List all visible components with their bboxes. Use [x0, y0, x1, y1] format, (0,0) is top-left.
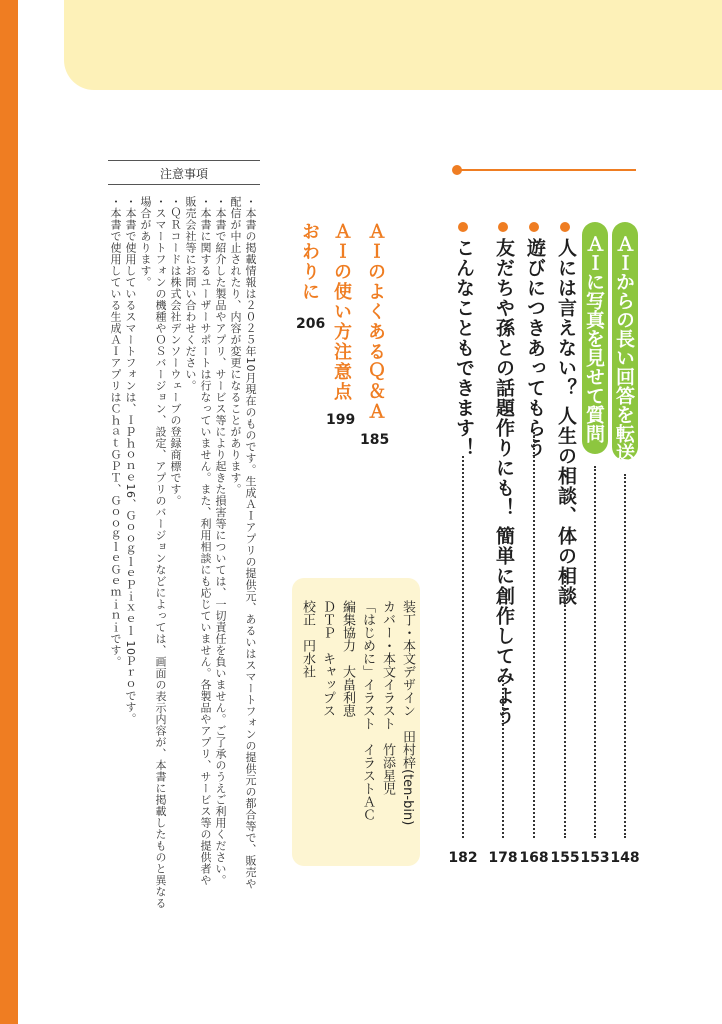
left-accent-stripe — [0, 0, 18, 1024]
credit-1: カバー・本文イラスト 竹添星児 — [380, 600, 395, 795]
toc-title-3[interactable]: 遊びにつきあってもらう — [524, 238, 546, 458]
toc-title-0: ＡＩからの長い回答を転送 — [613, 234, 635, 462]
toc-title-4[interactable]: 友だちや孫との話題作りにも！ 簡単に創作してみよう — [493, 238, 515, 726]
note-line-5: ・ＱＲコードは株式会社デンソーウェーブの登録商標です。 — [169, 196, 182, 507]
note-line-9: ・本書で使用している生成ＡＩアプリはＣｈａｔＧＰＴ、ＧｏｏｇｌｅＧｅｍｉｎｉです。 — [109, 196, 122, 668]
credit-3: 編集協力 大畠利恵 — [340, 600, 355, 717]
section-title-qa[interactable]: ＡＩのよくあるＱ＆Ａ — [365, 222, 386, 422]
toc-page-4[interactable]: 178 — [488, 850, 518, 866]
toc-leader-4 — [502, 676, 504, 838]
toc-top-rule — [460, 169, 636, 171]
notes-bottom-rule — [108, 184, 260, 185]
credit-5: 校正 円水社 — [300, 600, 315, 678]
toc-page-5[interactable]: 182 — [448, 850, 478, 866]
toc-title-5[interactable]: こんなこともできます！ — [453, 238, 475, 458]
section-page-caution[interactable]: 199 — [326, 412, 356, 428]
toc-leader-5 — [462, 456, 464, 838]
toc-title-1: ＡＩに写真を見せて質問 — [583, 234, 605, 443]
toc-leader-1 — [594, 466, 596, 838]
toc-pill-1[interactable] — [582, 222, 608, 454]
note-line-2: ・本書で紹介した製品やアプリ、サービス等により起きた損害等については、一切責任を負いません。ご了承のうえご利用ください。 — [214, 196, 227, 886]
section-page-qa[interactable]: 185 — [360, 432, 390, 448]
toc-leader-2 — [564, 570, 566, 838]
note-line-6: ・スマートフォンの機種やＯＳバージョン、設定、アプリのバージョンなどによっては、画面の表示内容が、本書に掲載したものと異なる — [154, 196, 167, 909]
toc-page-3[interactable]: 168 — [519, 850, 549, 866]
note-line-7: 場合があります。 — [139, 196, 152, 288]
top-banner — [64, 0, 722, 90]
toc-leader-0 — [624, 474, 626, 838]
credit-2: 「はじめに」イラスト イラストＡＣ — [360, 600, 375, 821]
notes-top-rule — [108, 160, 260, 161]
note-line-8: ・本書で使用しているスマートフォンは、Ｉｐｈｏｎｅ16、ＧｏｏｇｌｅＰｉｘｅｌ 10Ｐｒｏです。 — [124, 196, 137, 725]
credit-0: 装丁・本文デザイン 田村梓(ten-bin) — [400, 600, 415, 826]
toc-leader-3 — [533, 432, 535, 838]
toc-bullet-2 — [560, 222, 570, 232]
credit-4: ＤＴＰ キャップス — [320, 600, 335, 717]
section-page-outro[interactable]: 206 — [296, 316, 326, 332]
note-line-0: ・本書の掲載情報は２０２５年10月現在のものです。生成ＡＩアプリの提供元、あるいはスマートフォンの提供元の都合等で、販売や — [244, 196, 257, 890]
notes-heading: 注意事項 — [159, 167, 208, 181]
toc-bullet-4 — [498, 222, 508, 232]
section-title-outro[interactable]: おわりに — [299, 222, 320, 302]
toc-title-2[interactable]: 人には言えない？ 人生の相談、体の相談 — [555, 238, 577, 606]
note-line-4: 販売会社等にお問い合わせください。 — [184, 196, 197, 392]
toc-pill-0[interactable] — [612, 222, 638, 460]
note-line-1: 配信が中止されたり、内容が変更になることがあります。 — [229, 196, 242, 495]
toc-page-2[interactable]: 155 — [550, 850, 580, 866]
toc-bullet-5 — [458, 222, 468, 232]
section-title-caution[interactable]: ＡＩの使い方注意点 — [331, 222, 352, 402]
toc-bullet-3 — [529, 222, 539, 232]
note-line-3: ・本書に関するユーザーサポートは行なっていません。また、利用相談にも応じていません。各製品やアプリ、サービス等の提供者や — [199, 196, 212, 886]
toc-page-1[interactable]: 153 — [580, 850, 610, 866]
toc-page-0[interactable]: 148 — [610, 850, 640, 866]
